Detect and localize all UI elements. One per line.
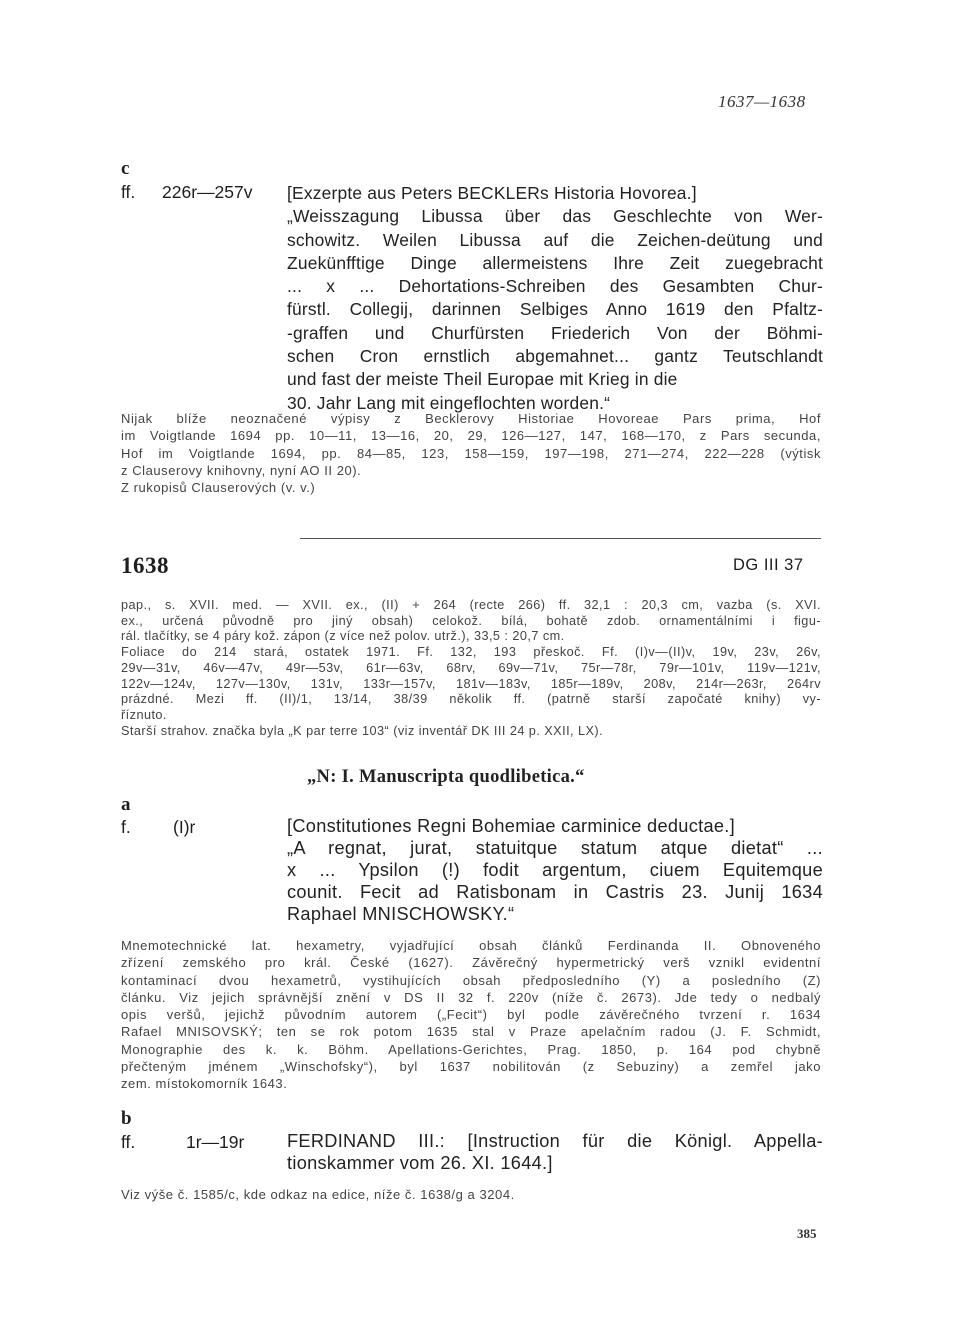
entry-a-text [287,815,823,925]
entry-a-note [121,937,821,1093]
entry-a-ref-prefix: f. [121,817,131,837]
entry-a-note-line: zřízení zemského pro král. České (1627). Závěrečný hypermetrický verš vznikl evidentní [121,955,821,971]
entry-c-line: schowitz. Weilen Libussa auf die Zeichen-deütung und [287,229,823,250]
manuscript-desc-line: ex., určená původně pro jiný obsah) celokož. bílá, bohatě zdob. ornamentálními i figu- [121,613,821,628]
entry-a-line: x ... Ypsilon (!) fodit argentum, ciuem Equitemque [287,860,823,880]
entry-b-line: FERDINAND III.: [Instruction für die Königl. Appella- [287,1131,823,1151]
entry-a-ref-range: (I)r [173,817,196,837]
manuscript-desc-line: Starší strahov. značka byla „K par terre 103“ (viz inventář DK III 24 p. XXII, LX). [121,723,604,738]
manuscript-desc-line: pap., s. XVII. med. — XVII. ex., (II) + 264 (recte 266) ff. 32,1 : 20,3 cm, vazba (s. XVI. [121,598,821,612]
entry-a-line: Raphael MNISCHOWSKY.“ [287,904,515,924]
entry-c-note [121,410,821,496]
entry-a-note-line: kontaminací dvou hexametrů, vystihujících obsah předposledního (Y) a posledního (Z) [121,972,821,988]
entry-a-note-line: zem. místokomorník 1643. [121,1076,288,1092]
manuscript-description [121,598,821,739]
entry-a-line: „A regnat, jurat, statuitque statum atque dietat“ ... [287,838,823,858]
entry-a-note-line: opis veršů, jejichž původním autorem („Fecit“) byl podle závěrečného tvrzení r. 1634 [121,1007,821,1023]
entry-c-line: ... x ... Dehortations-Schreiben des Gesambten Chur- [287,276,823,297]
entry-c-note-line: Hof im Voigtlande 1694, pp. 84—85, 123, 158—159, 197—198, 271—274, 222—228 (výtisk [121,445,821,461]
entry-a-line: [Constitutiones Regni Bohemiae carminice deductae.] [287,816,735,836]
entry-c-letter: c [121,158,130,179]
entry-c-note-line: im Voigtlande 1694 pp. 10—11, 13—16, 20, 29, 126—127, 147, 168—170, z Pars secunda, [121,428,821,444]
entry-c-note-line: Nijak blíže neoznačené výpisy z Becklerovy Historiae Hovoreae Pars prima, Hof [121,411,821,426]
manuscript-desc-line: 29v—31v, 46v—47v, 49r—53v, 61r—63v, 68rv, 69v—71v, 75r—78r, 79r—101v, 119v—121v, [121,660,821,675]
entry-b-note: Viz výše č. 1585/c, kde odkaz na edice, níže č. 1638/g a 3204. [121,1187,515,1202]
entry-a-note-line: Monographie des k. k. Böhm. Apellations-Gerichtes, Prag. 1850, p. 164 pod chybně [121,1041,821,1057]
entry-c-line: -graffen und Churfürsten Friederich Von der Böhmi- [287,322,823,343]
page-number: 385 [797,1226,817,1241]
entry-b-ref-range: 1r—19r [186,1132,245,1152]
manuscript-desc-line: rál. tlačítky, se 4 páry kož. zápon (z více než polov. utrž.), 33,5 : 20,7 cm. [121,629,565,644]
manuscript-desc-line: říznuto. [121,707,167,722]
entry-b-ref-prefix: ff. [121,1132,136,1152]
running-head: 1637—1638 [718,92,806,111]
entry-a-line: counit. Fecit ad Ratisbonam in Castris 23. Junij 1634 [287,882,823,902]
entry-b-letter: b [121,1108,132,1129]
manuscript-signature: DG III 37 [733,556,804,574]
entry-c-line: 30. Jahr Lang mit eingeflochten worden.“ [287,392,611,413]
entry-b-line: tionskammer vom 26. XI. 1644.] [287,1153,553,1173]
entry-a-note-line: Rafael MNISOVSKÝ; ten se rok potom 1635 stal v Praze apelačním radou (J. F. Schmidt, [121,1024,821,1040]
manuscript-desc-line: prázdné. Mezi ff. (II)/1, 13/14, 38/39 několik ff. (patrně starší započaté knihy) vy- [121,692,821,707]
entry-c-line: Zuekünfftige Dinge allermeistens Ihre Zeit zuegebracht [287,252,823,273]
entry-c-text [287,182,823,415]
entry-b-text [287,1130,823,1174]
entry-c-line: fürstl. Collegij, darinnen Selbiges Anno 1619 den Pfaltz- [287,299,823,320]
entry-a-note-line: Mnemotechnické lat. hexametry, vyjadřující obsah článků Ferdinanda II. Obnoveného [121,938,821,953]
manuscript-desc-line: Foliace do 214 stará, ostatek 1971. Ff. 132, 193 přeskoč. Ff. (I)v—(II)v, 19v, 23v, 26v, [121,645,821,660]
section-divider [300,538,821,539]
entry-c-note-line: Z rukopisů Clauserových (v. v.) [121,480,316,496]
entry-a-letter: a [121,794,131,815]
entry-c-ref-prefix: ff. [121,182,136,202]
manuscript-year: 1638 [121,553,169,578]
entry-c-line: schen Cron ernstlich abgemahnet... gantz Teutschlandt [287,346,823,367]
manuscript-title: „N: I. Manuscripta quodlibetica.“ [307,767,585,787]
entry-a-note-line: přečteným jménem „Winschofsky“), byl 1637 nobilitován (z Sebuziny) a zemřel jako [121,1059,821,1075]
entry-c-line: und fast der meiste Theil Europae mit Krieg in die [287,369,678,390]
entry-a-note-line: článku. Viz jejich správnější znění v DS II 32 f. 220v (níže č. 2673). Jde tedy o nedbalý [121,989,821,1005]
entry-c-line: „Weisszagung Libussa über das Geschlechte von Wer- [287,206,823,227]
entry-c-line: [Exzerpte aus Peters BECKLERs Historia Hovorea.] [287,183,697,203]
entry-c-ref-range: 226r—257v [162,182,253,202]
entry-c-note-line: z Clauserovy knihovny, nyní AO II 20). [121,462,362,478]
manuscript-desc-line: 122v—124v, 127v—130v, 131v, 133r—157v, 181v—183v, 185r—189v, 208v, 214r—263r, 264rv [121,676,821,691]
